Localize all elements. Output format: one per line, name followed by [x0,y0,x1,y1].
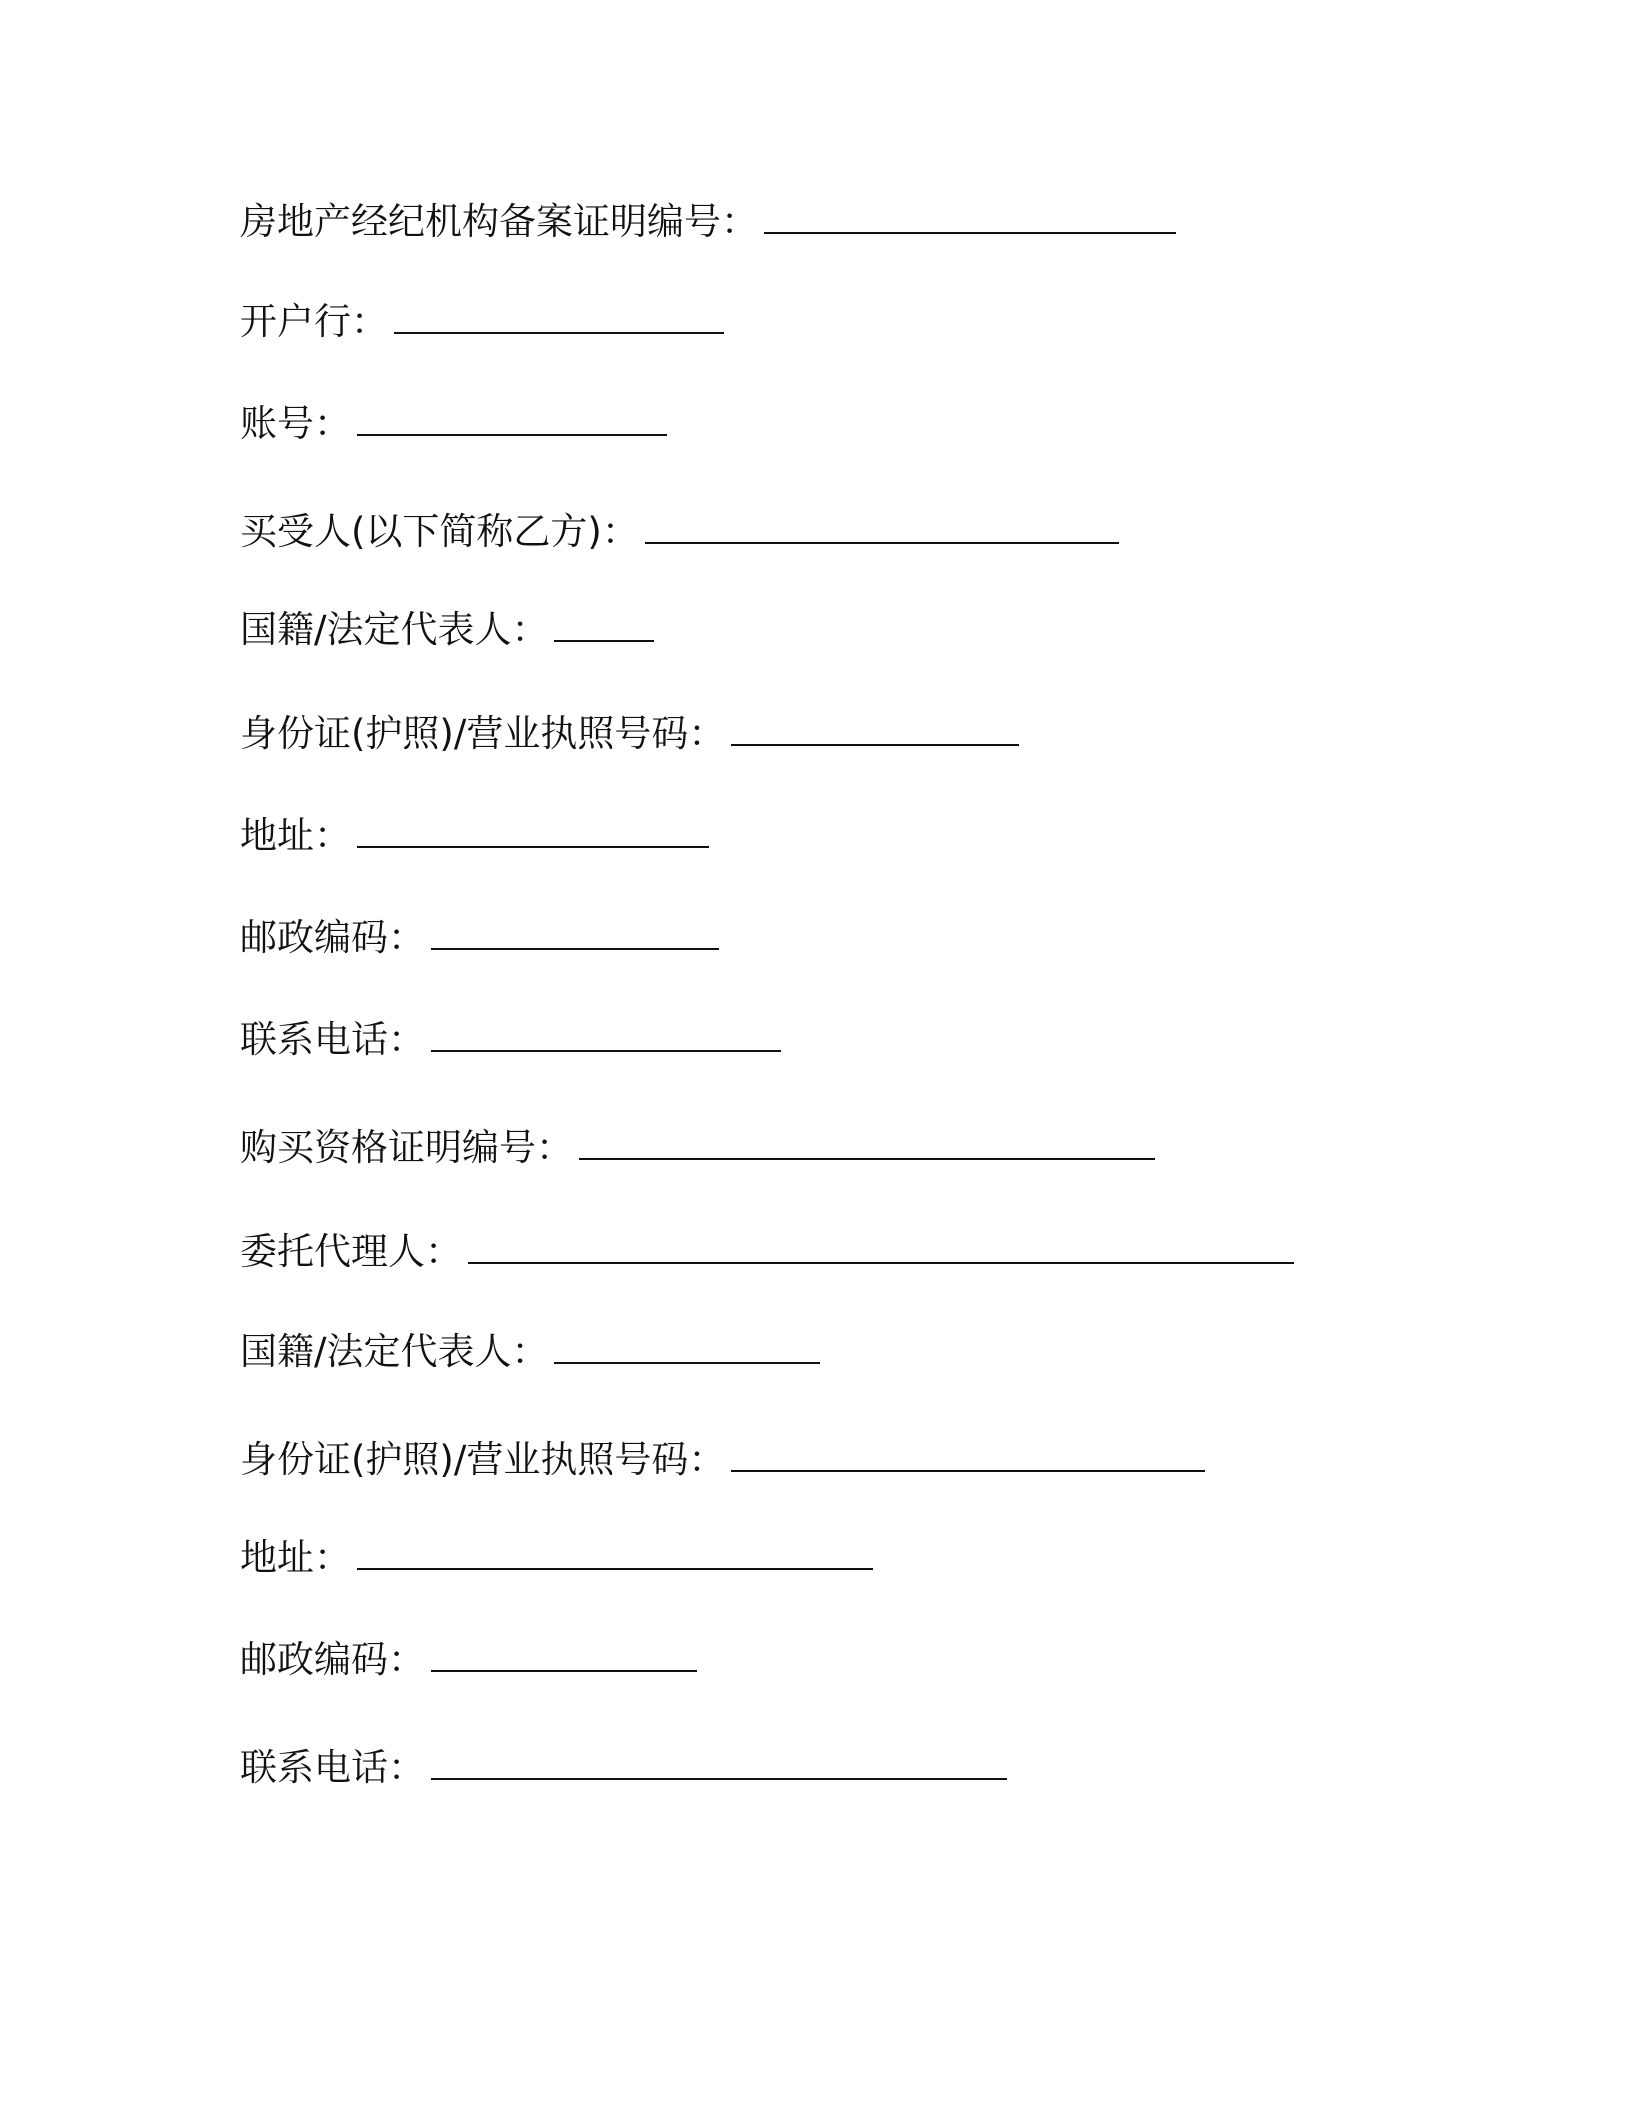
field-label: 联系电话： [240,1018,425,1061]
field-purchase-qualification-number [240,1124,1155,1172]
field-buyer-postal-code [240,914,719,962]
field-agent-postal-code [240,1636,697,1684]
fill-in-blank [554,639,654,642]
field-label: 地址： [240,1536,351,1579]
fill-in-blank [431,1049,781,1052]
field-account-number [240,400,667,448]
field-bank [240,298,724,346]
fill-in-blank [357,845,709,848]
fill-in-blank [731,1469,1205,1472]
fill-in-blank [579,1157,1155,1160]
fill-in-blank [468,1261,1294,1264]
field-label: 账号： [240,402,351,445]
field-agent-address [240,1534,873,1582]
fill-in-blank [764,231,1176,234]
field-label: 购买资格证明编号： [240,1126,573,1169]
field-label: 国籍/法定代表人： [240,1330,549,1373]
field-agency-record-number [240,198,1176,246]
field-label: 地址： [240,814,351,857]
field-agent [240,1228,1294,1276]
field-label: 开户行： [240,300,388,343]
field-buyer-address [240,812,709,860]
field-label: 邮政编码： [240,1638,425,1681]
field-buyer-id-number [240,710,1019,758]
fill-in-blank [394,331,724,334]
field-label: 联系电话： [240,1746,425,1789]
field-agent-id-number [240,1436,1205,1484]
field-label: 房地产经纪机构备案证明编号： [240,200,758,243]
field-label: 身份证(护照)/营业执照号码： [240,712,726,755]
field-buyer-phone [240,1016,781,1064]
field-label: 委托代理人： [240,1230,462,1273]
field-label: 邮政编码： [240,916,425,959]
fill-in-blank [431,947,719,950]
fill-in-blank [357,433,667,436]
fill-in-blank [554,1361,820,1364]
fill-in-blank [645,541,1119,544]
field-label: 身份证(护照)/营业执照号码： [240,1438,726,1481]
fill-in-blank [431,1669,697,1672]
field-agent-nationality [240,1328,820,1376]
field-agent-phone [240,1744,1007,1792]
fill-in-blank [731,743,1019,746]
field-buyer-nationality [240,606,654,654]
field-buyer [240,508,1119,556]
fill-in-blank [431,1777,1007,1780]
field-label: 买受人(以下简称乙方)： [240,510,639,553]
field-label: 国籍/法定代表人： [240,608,549,651]
fill-in-blank [357,1567,873,1570]
